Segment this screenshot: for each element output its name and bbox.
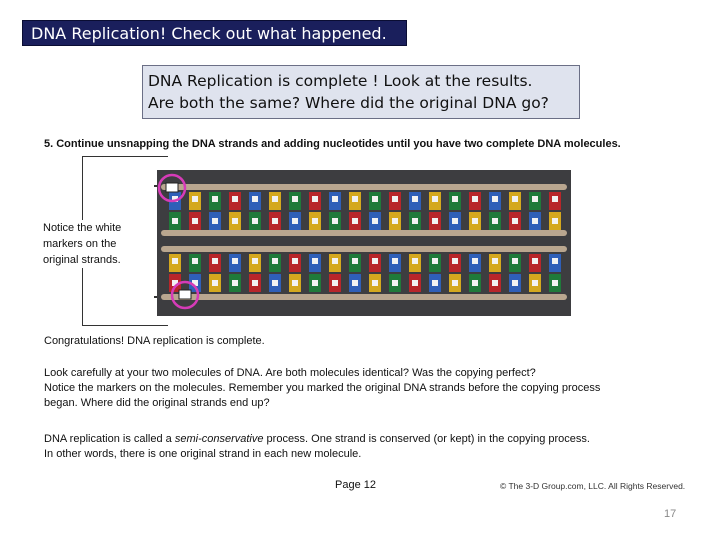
nucleotide-label (172, 218, 178, 224)
nucleotide-label (392, 218, 398, 224)
nucleotide-label (512, 258, 518, 264)
nucleotide-label (192, 196, 198, 202)
callout-line-2: Are both the same? Where did the original DNA go? (148, 94, 549, 112)
nucleotide-label (292, 196, 298, 202)
nucleotide-label (552, 280, 558, 286)
nucleotide-label (292, 280, 298, 286)
nucleotide-label (552, 196, 558, 202)
look-line-3: began. Where did the original strands end up? (44, 397, 270, 409)
nucleotide-label (512, 218, 518, 224)
nucleotide-label (232, 258, 238, 264)
nucleotide-label (192, 218, 198, 224)
slide-number: 17 (664, 508, 677, 520)
nucleotide-label (412, 218, 418, 224)
nucleotide-label (532, 258, 538, 264)
nucleotide-label (232, 280, 238, 286)
page-label: Page 12 (335, 479, 376, 491)
nucleotide-label (552, 218, 558, 224)
nucleotide-label (412, 196, 418, 202)
nucleotide-label (312, 258, 318, 264)
nucleotide-label (372, 258, 378, 264)
nucleotide-label (332, 196, 338, 202)
backbone-strand (161, 230, 567, 236)
nucleotide-label (472, 196, 478, 202)
backbone-strand (161, 184, 567, 190)
dna-model-photo (157, 170, 571, 316)
nucleotide-label (452, 258, 458, 264)
nucleotide-label (352, 258, 358, 264)
semi-line-1-end: process. One strand is conserved (or kept) in the copying process. (263, 433, 590, 445)
nucleotide-label (472, 258, 478, 264)
congrats-text: Congratulations! DNA replication is complete. (44, 335, 265, 347)
nucleotide-label (532, 218, 538, 224)
side-note-line-3: original strands. (43, 254, 121, 266)
backbone-strand (161, 294, 567, 300)
nucleotide-label (372, 196, 378, 202)
backbone-strand (161, 246, 567, 252)
nucleotide-label (332, 280, 338, 286)
semi-conservative-paragraph (44, 432, 590, 462)
white-marker (166, 183, 178, 192)
nucleotide-label (352, 218, 358, 224)
nucleotide-label (412, 258, 418, 264)
nucleotide-label (212, 196, 218, 202)
nucleotide-label (552, 258, 558, 264)
nucleotide-label (232, 196, 238, 202)
nucleotide-label (452, 280, 458, 286)
semi-conservative-term: semi-conservative (174, 433, 264, 445)
nucleotide-label (332, 218, 338, 224)
nucleotide-label (252, 258, 258, 264)
nucleotide-label (212, 280, 218, 286)
nucleotide-label (492, 258, 498, 264)
look-line-2: Notice the markers on the molecules. Remember you marked the original DNA strands before the copying process (44, 382, 601, 394)
nucleotide-label (312, 196, 318, 202)
nucleotide-label (272, 280, 278, 286)
nucleotide-label (252, 280, 258, 286)
nucleotide-label (452, 196, 458, 202)
nucleotide-label (512, 196, 518, 202)
semi-line-1-start: DNA replication is called a (44, 433, 175, 445)
nucleotide-label (532, 280, 538, 286)
nucleotide-label (272, 258, 278, 264)
nucleotide-label (272, 196, 278, 202)
nucleotide-label (412, 280, 418, 286)
nucleotide-label (372, 218, 378, 224)
semi-line-1 (44, 432, 590, 447)
nucleotide-label (172, 258, 178, 264)
nucleotide-label (232, 218, 238, 224)
nucleotide-label (452, 218, 458, 224)
step-instruction: 5. Continue unsnapping the DNA strands and adding nucleotides until you have two complete DNA molecules. (44, 138, 621, 150)
nucleotide-label (312, 280, 318, 286)
slide-title: DNA Replication! Check out what happened. (22, 20, 407, 46)
callout-box (142, 65, 580, 119)
nucleotide-label (372, 280, 378, 286)
look-paragraph (44, 366, 600, 411)
nucleotide-label (432, 258, 438, 264)
nucleotide-label (392, 258, 398, 264)
nucleotide-label (292, 218, 298, 224)
nucleotide-label (432, 280, 438, 286)
copyright-text: © The 3-D Group.com, LLC. All Rights Reserved. (500, 481, 686, 491)
nucleotide-label (312, 218, 318, 224)
side-note-line-2: markers on the (43, 238, 117, 250)
nucleotide-label (292, 258, 298, 264)
nucleotide-label (532, 196, 538, 202)
nucleotide-label (432, 218, 438, 224)
nucleotide-label (492, 196, 498, 202)
look-line-1: Look carefully at your two molecules of DNA. Are both molecules identical? Was the copying perfect? (44, 367, 536, 379)
side-note-line-1: Notice the white (43, 222, 122, 234)
nucleotide-label (252, 218, 258, 224)
nucleotide-label (352, 280, 358, 286)
nucleotide-label (472, 280, 478, 286)
nucleotide-label (512, 280, 518, 286)
nucleotide-label (472, 218, 478, 224)
nucleotide-label (432, 196, 438, 202)
nucleotide-label (252, 196, 258, 202)
nucleotide-label (272, 218, 278, 224)
nucleotide-label (212, 218, 218, 224)
nucleotide-label (492, 218, 498, 224)
semi-line-2: In other words, there is one original strand in each new molecule. (44, 448, 362, 460)
nucleotide-label (492, 280, 498, 286)
nucleotide-label (352, 196, 358, 202)
nucleotide-label (192, 258, 198, 264)
nucleotide-label (392, 196, 398, 202)
side-note (43, 220, 143, 268)
callout-line-1: DNA Replication is complete ! Look at the results. (148, 72, 533, 90)
nucleotide-label (332, 258, 338, 264)
white-marker (179, 290, 191, 299)
nucleotide-label (392, 280, 398, 286)
nucleotide-label (212, 258, 218, 264)
